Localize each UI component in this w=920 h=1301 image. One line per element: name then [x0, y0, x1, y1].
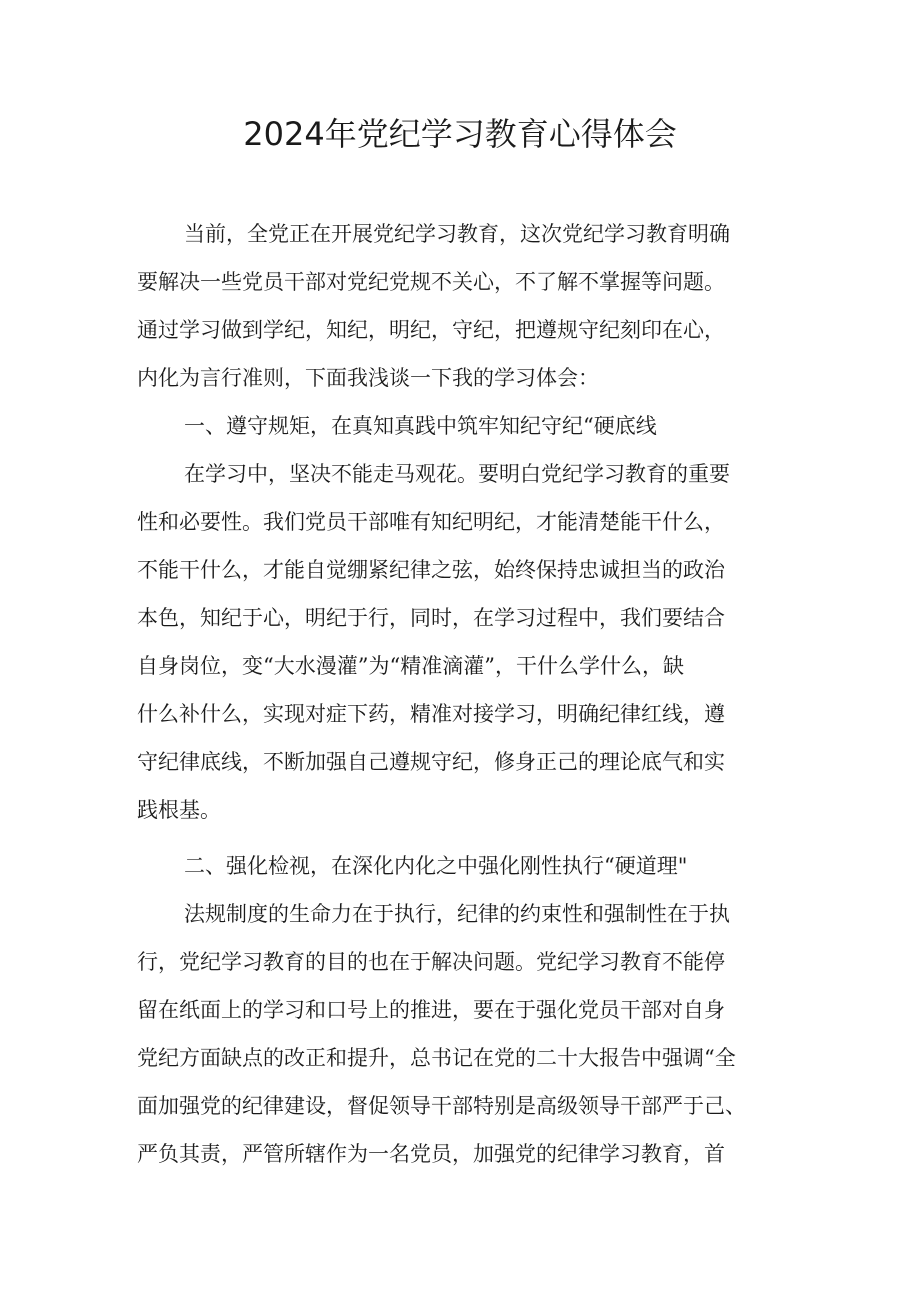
paragraph-line: 留在纸面上的学习和口号上的推进，要在于强化党员干部对自身 — [137, 998, 725, 1022]
paragraph-line: 自身岗位，变“大水漫灌”为“精准滴灌”，干什么学什么，缺 — [137, 654, 684, 678]
document-body — [137, 210, 797, 1178]
paragraph-line: 面加强党的纪律建设，督促领导干部特别是高级领导干部严于己、 — [137, 1094, 746, 1118]
paragraph-line: 本色，知纪于心，明纪于行，同时，在学习过程中，我们要结合 — [137, 606, 725, 630]
section-heading-1: 一、遵守规矩，在真知真践中筑牢知纪守纪“硬底线 — [184, 414, 657, 438]
paragraph-line: 通过学习做到学纪，知纪，明纪，守纪，把遵规守纪刻印在心， — [137, 318, 725, 342]
paragraph-line: 党纪方面缺点的改正和提升，总书记在党的二十大报告中强调“全 — [137, 1046, 736, 1070]
paragraph-line: 守纪律底线，不断加强自己遵规守纪，修身正己的理论底气和实 — [137, 750, 725, 774]
section-heading-2: 二、强化检视，在深化内化之中强化刚性执行“硬道理" — [184, 854, 688, 878]
paragraph-line: 在学习中，坚决不能走马观花。要明白党纪学习教育的重要 — [184, 462, 730, 486]
paragraph-line: 性和必要性。我们党员干部唯有知纪明纪，才能清楚能干什么， — [137, 510, 725, 534]
document-title: 2024年党纪学习教育心得体会 — [243, 115, 677, 153]
paragraph-line: 行，党纪学习教育的目的也在于解决问题。党纪学习教育不能停 — [137, 950, 725, 974]
paragraph-line: 什么补什么，实现对症下药，精准对接学习，明确纪律红线，遵 — [137, 702, 725, 726]
paragraph-line: 内化为言行准则，下面我浅谈一下我的学习体会： — [137, 366, 599, 390]
paragraph-line: 法规制度的生命力在于执行，纪律的约束性和强制性在于执 — [184, 902, 730, 926]
paragraph-line: 践根基。 — [137, 798, 221, 822]
paragraph-line: 要解决一些党员干部对党纪党规不关心，不了解不掌握等问题。 — [137, 270, 725, 294]
paragraph-line: 严负其责，严管所辖作为一名党员，加强党的纪律学习教育，首 — [137, 1142, 725, 1166]
paragraph-line: 不能干什么，才能自觉绷紧纪律之弦，始终保持忠诚担当的政治 — [137, 558, 725, 582]
paragraph-line: 当前，全党正在开展党纪学习教育，这次党纪学习教育明确 — [184, 222, 730, 246]
